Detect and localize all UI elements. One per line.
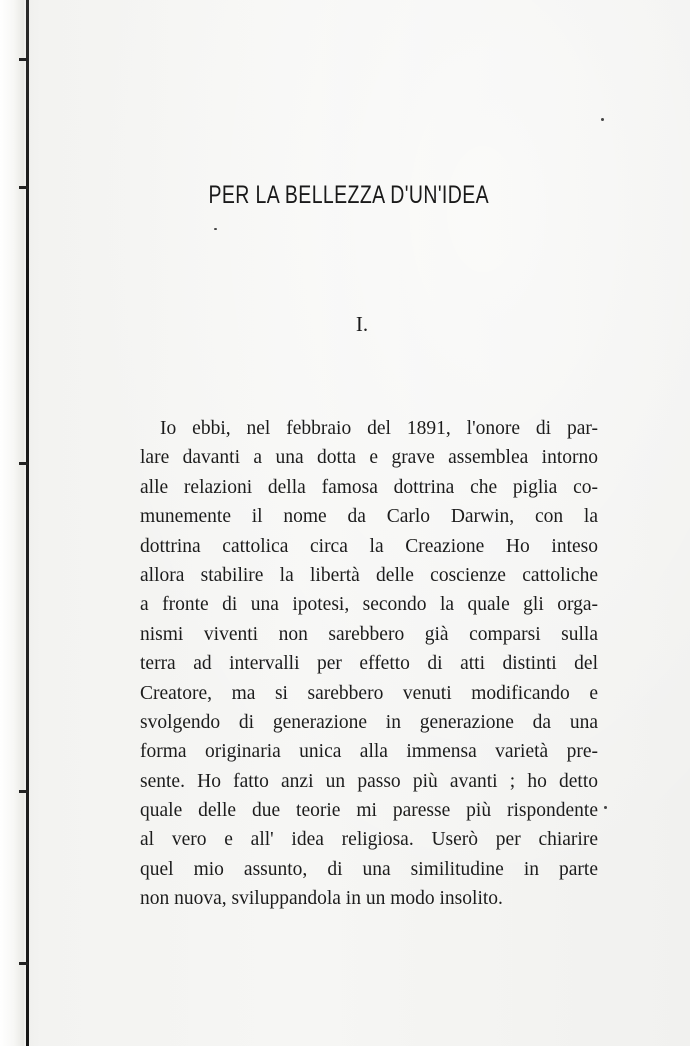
paper-speck — [604, 806, 607, 809]
page-binding-line — [26, 0, 29, 1046]
text-line: lare davanti a una dotta e grave assemblea intorno — [140, 447, 598, 469]
body-paragraph — [140, 414, 598, 914]
text-line: nismi viventi non sarebbero già comparsi sulla — [140, 623, 598, 645]
text-line: munemente il nome da Carlo Darwin, con la — [140, 506, 598, 528]
text-line: terra ad intervalli per effetto di atti distinti del — [140, 653, 598, 675]
text-line: sente. Ho fatto anzi un passo più avanti ; ho detto — [140, 770, 598, 792]
text-line: al vero e all' idea religiosa. Userò per chiarire — [140, 829, 598, 851]
chapter-number: I. — [355, 312, 369, 336]
text-line: svolgendo di generazione in generazione da una — [140, 711, 598, 733]
text-line: allora stabilire la libertà delle coscienze cattoliche — [140, 564, 598, 586]
page-binding-edge — [0, 0, 24, 1046]
text-line: quel mio assunto, di una similitudine in parte — [140, 858, 598, 880]
binding-notch — [19, 962, 28, 965]
paper-speck — [601, 118, 604, 121]
binding-notch — [19, 186, 28, 189]
text-line: quale delle due teorie mi paresse più rispondente — [140, 800, 598, 822]
page-title: PER LA BELLEZZA D'UN'IDEA — [208, 181, 490, 209]
text-line: Creatore, ma si sarebbero venuti modificando e — [140, 682, 598, 704]
text-line: Io ebbi, nel febbraio del 1891, l'onore di par- — [160, 418, 598, 439]
binding-notch — [19, 462, 28, 465]
text-line: dottrina cattolica circa la Creazione Ho inteso — [140, 535, 598, 557]
text-line: alle relazioni della famosa dottrina che piglia co- — [140, 476, 598, 498]
binding-notch — [19, 790, 28, 793]
text-line: non nuova, sviluppandola in un modo insolito. — [140, 888, 503, 910]
text-line: a fronte di una ipotesi, secondo la quale gli orga- — [140, 594, 598, 616]
paper-speck — [214, 228, 217, 230]
binding-notch — [19, 58, 28, 61]
text-line: forma originaria unica alla immensa varietà pre- — [140, 741, 598, 763]
